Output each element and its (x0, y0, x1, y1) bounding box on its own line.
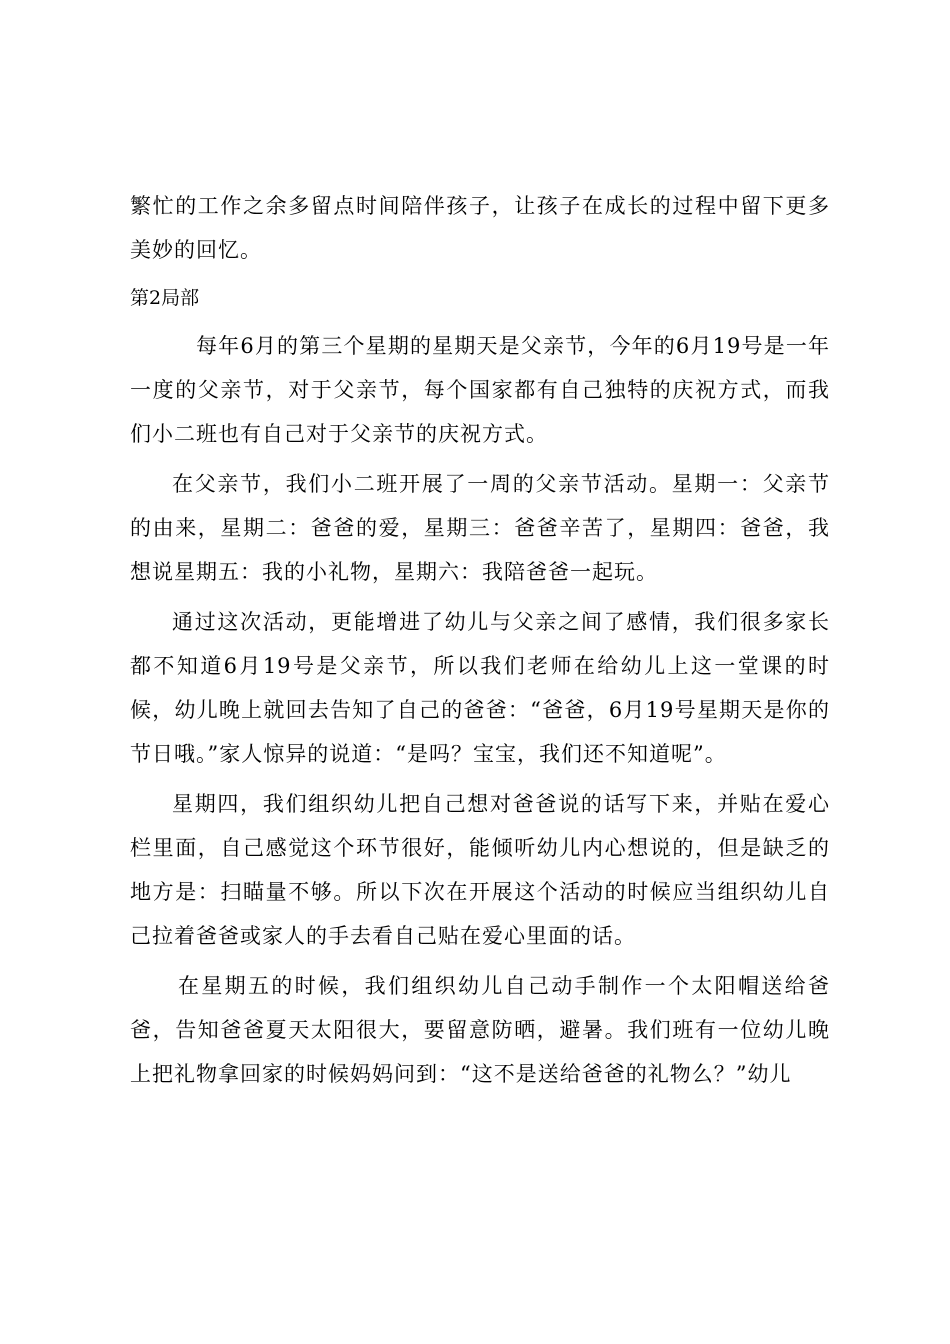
paragraph-weekly-activities: 在父亲节，我们小二班开展了一周的父亲节活动。星期一：父亲节的由来，星期二：爸爸的爱，星期三：爸爸辛苦了，星期四：爸爸，我想说星期五：我的小礼物，星期六：我陪爸爸一起玩。 (130, 472, 830, 584)
document-body (130, 184, 830, 1102)
paragraph-continuation: 繁忙的工作之余多留点时间陪伴孩子，让孩子在成长的过程中留下更多美妙的回忆。 (130, 194, 830, 262)
paragraph-thursday-reflection: 星期四，我们组织幼儿把自己想对爸爸说的话写下来，并贴在爱心栏里面，自己感觉这个环节很好，能倾听幼儿内心想说的，但是缺乏的地方是：扫瞄量不够。所以下次在开展这个活动的时候应当组织幼儿自己拉着爸爸或家人的手去看自己贴在爱心里面的话。 (130, 792, 830, 948)
paragraph-friday-gift: 在星期五的时候，我们组织幼儿自己动手制作一个太阳帽送给爸爸，告知爸爸夏天太阳很大，要留意防晒，避暑。我们班有一位幼儿晚上把礼物拿回家的时候妈妈问到：“这不是送给爸爸的礼物么？”幼儿 (130, 974, 830, 1086)
paragraph-activity-effect: 通过这次活动，更能增进了幼儿与父亲之间了感情，我们很多家长都不知道6月19号是父亲节，所以我们老师在给幼儿上这一堂课的时候，幼儿晚上就回去告知了自己的爸爸：“爸爸，6月19号星期天是你的节日哦。”家人惊异的说道：“是吗？宝宝，我们还不知道呢”。 (130, 610, 830, 766)
paragraph-fathers-day-intro: 每年6月的第三个星期的星期天是父亲节，今年的6月19号是一年一度的父亲节，对于父亲节，每个国家都有自己独特的庆祝方式，而我们小二班也有自己对于父亲节的庆祝方式。 (130, 334, 830, 446)
section-heading: 第2局部 (130, 287, 200, 309)
